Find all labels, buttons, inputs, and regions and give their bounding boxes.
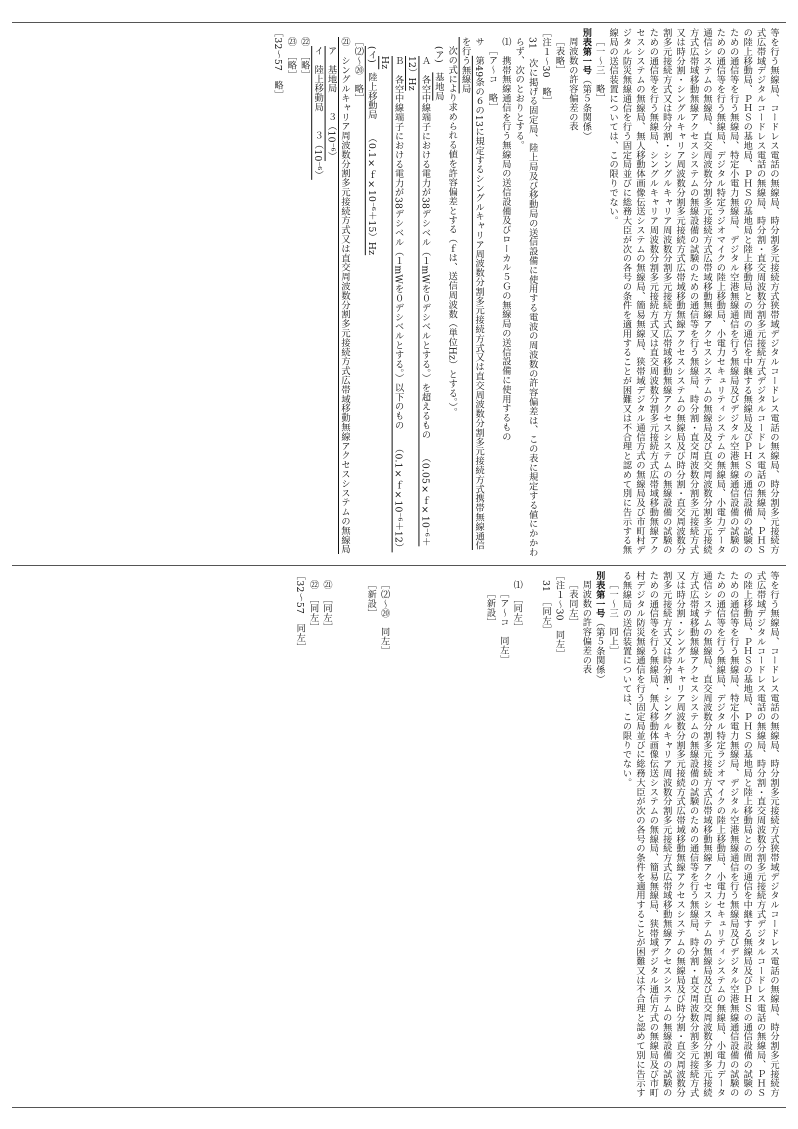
sub-a-A: Ａ 各空中線端子における電力が38デシベル（１mWを０デシベルとする。）を超えるもの （0.05×ｆ×10⁻⁶＋12）Hz (406, 55, 431, 546)
spacer (421, 571, 434, 1099)
spacer (391, 571, 404, 1099)
item-21-a: ア 基地局 ３（10⁻⁶） (325, 46, 337, 162)
bottom-border-rule (12, 1107, 786, 1108)
revised-text-body (20, 28, 780, 558)
item-21: ㉑ シングルキャリア周波数分割多元接続方式又は直交周波数分割多元接続方式広帯域移動無線アクセスシステムの無線局 (339, 37, 350, 555)
item-22: ㉒ ［略］ (298, 37, 310, 80)
spacer (333, 571, 346, 1099)
table-title-rest: （第５条関係） (580, 75, 592, 141)
note-31: 31 ［同左］ (540, 580, 552, 635)
item-sa-formula: 次の式により求められる値を許容偏差とする（ｆは、送信周波数（単位Hz）とする。）。 (446, 46, 458, 418)
middle-divider-rule (12, 565, 786, 566)
top-border-rule (12, 22, 786, 23)
table-abbr: ［表略］ (553, 37, 565, 75)
item-23: ㉒ ［同左］ (307, 580, 319, 632)
table-heading (592, 571, 605, 1099)
items-2-20-same: ［⑵～⑳ 同左］ (378, 580, 390, 656)
notes-end: ［32～57 同左］ (294, 571, 306, 652)
current-text-body (20, 571, 780, 1099)
spacer (523, 571, 536, 1099)
sub-a-underlined: 基地局 (432, 72, 444, 101)
spacer (406, 571, 419, 1099)
spacer (468, 571, 481, 1099)
items-2-20-abbr: ［⑵～⑳ 略］ (352, 37, 364, 103)
item-sa-label: サ (473, 37, 485, 47)
revised-text-section (20, 28, 780, 558)
item-new: ［新設］ (484, 589, 496, 627)
sub-a-label: (ア) (432, 46, 444, 64)
sub-i: (イ) 陸上移動局 （0.1×ｆ×10⁻⁶＋15）Hz (365, 46, 377, 256)
intro-paragraph: 等を行う無線局、コードレス電話の無線局、時分割多元接続方式狭帯域デジタルコードレス電話の無線局、時分割多元接続方式広帯域デジタルコードレス電話の無線局、時分割・直交周波数分割多元接続方式デジタルコードレス電話の無線局、ＰＨＳの陸上移動局、ＰＨＳの基地局、ＰＨＳの基地局と陸上移動局との間の通信を中継する無線局及びＰＨＳの通信設備の試験のための通信等を行う無線局、特定小電力無線局、デジタル空港無線通信を行う無線局及びデジタル空港無線通信設備の試験のための通信等を行う無線局、デジタル特定ラジオマイクの陸上移動局、小電力セキュリティシステムの無線局、小電力データ通信システムの無線局、直交周波数分割多元接続方式広帯域移動無線アクセスシステムの無線局及び直交周波数分割多元接続方式広帯域移動無線アクセスシステムの無線設備の試験のための通信等を行う無線局、時分割・直交周波数分割多元接続方式又は時分割・シングルキャリア周波数分割多元接続方式広帯域移動無線アクセスシステムの無線局及び時分割・直交周波数分割多元接続方式又は時分割・シングルキャリア周波数分割多元接続方式広帯域移動無線アクセスシステムの無線設備の試験のための通信等を行う無線局、シングルキャリア周波数分割多元接続方式又は直交周波数分割多元接続方式広帯域移動無線アクセスシステムの無線局、無人移動体画像伝送システムの無線局、簡易無線局、狭帯域デジタル通信方式の無線局及び市町村デジタル防災無線通信を行う固定局並びに総務大臣が次の各号の条件を適用することが困難又は不合理と認めて別に告示する無線局の送信装置については、この限りでない。 (607, 28, 779, 555)
sub-a (431, 28, 444, 558)
table-title-bold: 別表第一号 (580, 28, 592, 75)
item-1-abbr: ［ア～コ 略］ (486, 46, 498, 113)
item-1: ⑴ ［同左］ (511, 580, 523, 632)
spacer (437, 571, 450, 1099)
item-23: ㉓ ［略］ (285, 37, 297, 80)
spacer (348, 571, 361, 1099)
table-name: 周波数の許容偏差の表 (566, 37, 578, 132)
note-31: 31 次に掲げる固定局、陸上局及び移動局の送信設備に使用する電波の周波数の許容偏差は、この表に規定する値にかかわらず、次のとおりとする。 (513, 37, 538, 557)
table-title-bold: 別表第一号 (593, 571, 605, 618)
item-22: ㉑ ［同左］ (321, 580, 332, 632)
table-title-rest: （第５条関係） (593, 618, 605, 684)
item-1: ⑴ 携帯無線通信を行う無線局の送信設備及びローカル５Ｇの無線局の送信設備に使用するもの (499, 37, 511, 442)
intro-paragraph: 等を行う無線局、コードレス電話の無線局、時分割多元接続方式狭帯域デジタルコードレス電話の無線局、時分割多元接続方式広帯域デジタルコードレス電話の無線局、時分割・直交周波数分割多元接続方式デジタルコードレス電話の無線局、ＰＨＳの陸上移動局、ＰＨＳの基地局、ＰＨＳの基地局と陸上移動局との間の通信を中継する無線局及びＰＨＳの通信設備の試験のための通信等を行う無線局、特定小電力無線局、デジタル空港無線通信を行う無線局及びデジタル空港無線通信設備の試験のための通信等を行う無線局、デジタル特定ラジオマイクの陸上移動局、小電力セキュリティシステムの無線局、小電力データ通信システムの無線局、直交周波数分割多元接続方式広帯域移動無線アクセスシステムの無線局及び直交周波数分割多元接続方式広帯域移動無線アクセスシステムの無線設備の試験のための通信等を行う無線局、時分割・直交周波数分割多元接続方式又は時分割・シングルキャリア周波数分割多元接続方式広帯域移動無線アクセスシステムの無線局及び時分割・直交周波数分割多元接続方式又は時分割・シングルキャリア周波数分割多元接続方式広帯域移動無線アクセスシステムの無線設備の試験のための通信等を行う無線局、無人移動体画像伝送システムの無線局、簡易無線局、狭帯域デジタル通信方式の無線局及び市町村デジタル防災無線通信を行う固定局並びに総務大臣が次の各号の条件を適用することが困難又は不合理と認めて別に告示する無線局の送信装置については、この限りでない。 (620, 571, 779, 1098)
table-name: 周波数の許容偏差の表 (580, 580, 592, 675)
item-sa-underlined: 第49条の６の13に規定するシングルキャリア周波数分割多元接続方式又は直交周波数分割多元接続方式携帯無線通信を行う無線局 (459, 37, 485, 551)
spacer (452, 571, 465, 1099)
item-21-new: ［新設］ (365, 580, 377, 618)
abbr-items-1-3: ［一～三 略］ (593, 37, 605, 103)
current-text-section (20, 571, 780, 1099)
notes-end: ［32～57 略］ (271, 28, 283, 100)
item-21-i: イ 陸上移動局 ３（10⁻⁶） (312, 46, 324, 181)
table-heading (579, 28, 592, 558)
item-sa (458, 28, 485, 558)
abbr-items-1-3: ［一～三 同上］ (607, 580, 619, 656)
item-1-same: ［ア～コ 同左］ (497, 589, 509, 665)
note-abbr: ［注１～30 略］ (540, 28, 552, 106)
table-same: ［表同左］ (566, 580, 578, 628)
note-same: ［注１～30 同左］ (553, 571, 565, 659)
sub-a-B: Ｂ 各空中線端子における電力が38デシベル（１mWを０デシベルとする。）以下のもの （0.1×ｆ×10⁻⁶＋12）Hz (379, 55, 404, 552)
